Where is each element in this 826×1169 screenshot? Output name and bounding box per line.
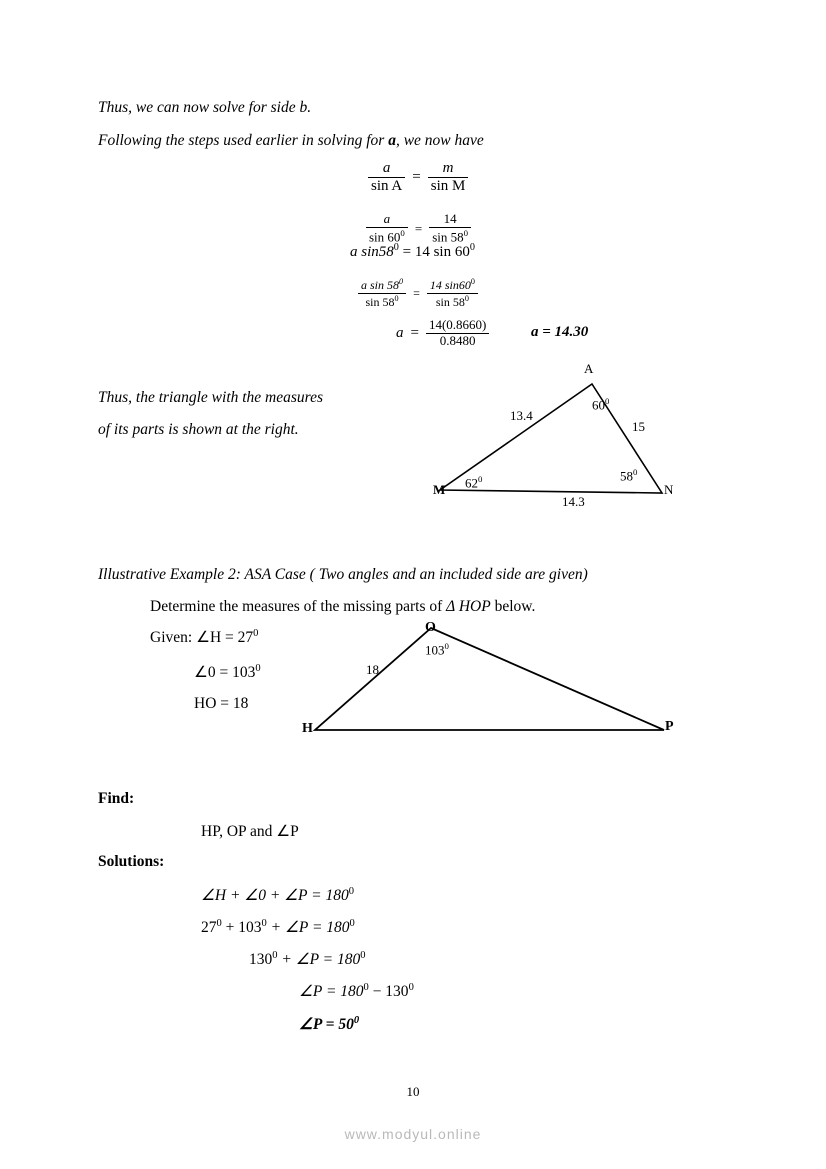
equation-4-left-fraction	[358, 277, 406, 310]
triangle-amn-angle-n: $58^0$	[620, 467, 638, 484]
solution-line-5: ∠P = $50^0$	[299, 1015, 360, 1034]
equation-5-numerator: 14(0.8660)	[428, 317, 487, 332]
equation-1-equals: =	[412, 169, 421, 186]
equation-3: a $\sin 58^0 = 14$ $\sin 60^0$	[350, 242, 475, 260]
instruction-determine-measures: Determine the measures of the missing parts of Δ HOP below.	[150, 598, 536, 615]
find-label: Find:	[98, 790, 135, 807]
solution-line-2: $27^0 + 103^0$ + ∠P = $180^0$	[201, 918, 355, 937]
equation-4	[358, 277, 478, 310]
equation-2-equals: =	[414, 220, 423, 236]
equation-1-left-numerator: a	[382, 160, 391, 176]
given-line-1: Given: ∠H = $27^0$	[150, 628, 259, 647]
solution-line-3: $130^0$ + ∠P = $180^0$	[249, 950, 366, 969]
triangle-hop-vertex-h: H	[302, 721, 313, 736]
equation-1-left-fraction	[368, 160, 405, 196]
equation-2	[366, 212, 471, 245]
triangle-amn-side-ma: 13.4	[510, 408, 533, 423]
equation-5-fraction	[426, 318, 489, 349]
triangle-hop-vertex-o: O	[425, 620, 436, 635]
solution-line-4: ∠P = $180^0 - 130^0$	[299, 982, 414, 1001]
triangle-hop-figure	[305, 620, 695, 745]
paragraph-following-steps-variable: a	[388, 132, 396, 149]
solutions-label: Solutions:	[98, 853, 165, 870]
equation-1-right-numerator: m	[442, 160, 454, 176]
find-value: HP, OP and ∠P	[201, 823, 299, 840]
triangle-hop-vertex-p: P	[665, 719, 674, 734]
equation-4-left-numerator: a $\sin 58^0$	[361, 277, 404, 292]
equation-2-left-denominator: $\sin 60^0$	[366, 227, 408, 245]
triangle-amn-side-mn: 14.3	[562, 494, 585, 509]
triangle-hop-shape	[315, 628, 664, 730]
triangle-amn-side-an: 15	[632, 419, 645, 434]
caption-triangle-1-line2: of its parts is shown at the right.	[98, 421, 299, 438]
equation-4-right-numerator: 14 $\sin 60^0$	[429, 277, 475, 292]
equation-4-equals: =	[413, 285, 420, 300]
equation-5-equals: =	[410, 324, 419, 341]
equation-5	[396, 318, 489, 349]
paragraph-following-steps	[98, 132, 484, 150]
solution-line-1: ∠H + ∠0 + ∠P = $180^0$	[201, 886, 354, 905]
equation-1-right-fraction	[428, 160, 469, 196]
triangle-amn-vertex-m: M	[433, 482, 446, 497]
equation-1-right-denominator: sin M	[428, 177, 469, 195]
equation-2-right-numerator: 14	[443, 211, 457, 226]
equation-2-right-fraction	[429, 212, 471, 245]
page-number: 10	[406, 1084, 420, 1099]
heading-illustrative-example-2: Illustrative Example 2: ASA Case ( Two angles and an included side are given)	[98, 566, 588, 583]
equation-2-left-fraction	[366, 212, 408, 245]
equation-4-left-denominator: $\sin 58^0$	[358, 293, 406, 310]
equation-4-right-fraction	[427, 277, 478, 310]
triangle-amn-angle-a: $60^0$	[592, 396, 610, 413]
equation-2-left-numerator: a	[383, 211, 391, 226]
equation-4-right-denominator: $\sin 58^0$	[427, 293, 478, 310]
equation-5-result: a = 14.30	[531, 324, 589, 340]
equation-1	[368, 160, 468, 196]
paragraph-following-steps-part2: , we now have	[395, 132, 484, 149]
given-line-2: ∠0 = $103^0$	[194, 663, 261, 682]
triangle-amn-angle-m: $62^0$	[465, 474, 483, 491]
equation-5-lhs: a	[396, 324, 404, 341]
equation-2-right-denominator: $\sin 58^0$	[429, 227, 471, 245]
caption-triangle-1-line1: Thus, the triangle with the measures	[98, 389, 324, 406]
paragraph-solve-for-b: Thus, we can now solve for side b.	[98, 99, 312, 116]
given-line-3: HO = 18	[194, 695, 249, 712]
triangle-amn-vertex-a: A	[584, 361, 594, 376]
equation-5-denominator: 0.8480	[426, 333, 489, 349]
triangle-amn-vertex-n: N	[664, 482, 674, 497]
paragraph-following-steps-part1: Following the steps used earlier in solving for	[98, 132, 389, 149]
triangle-hop-angle-o: $103^0$	[425, 641, 449, 658]
triangle-hop-side-ho: 18	[366, 662, 379, 677]
watermark-text: www.modyul.online	[344, 1126, 482, 1142]
equation-1-left-denominator: sin A	[368, 177, 405, 195]
